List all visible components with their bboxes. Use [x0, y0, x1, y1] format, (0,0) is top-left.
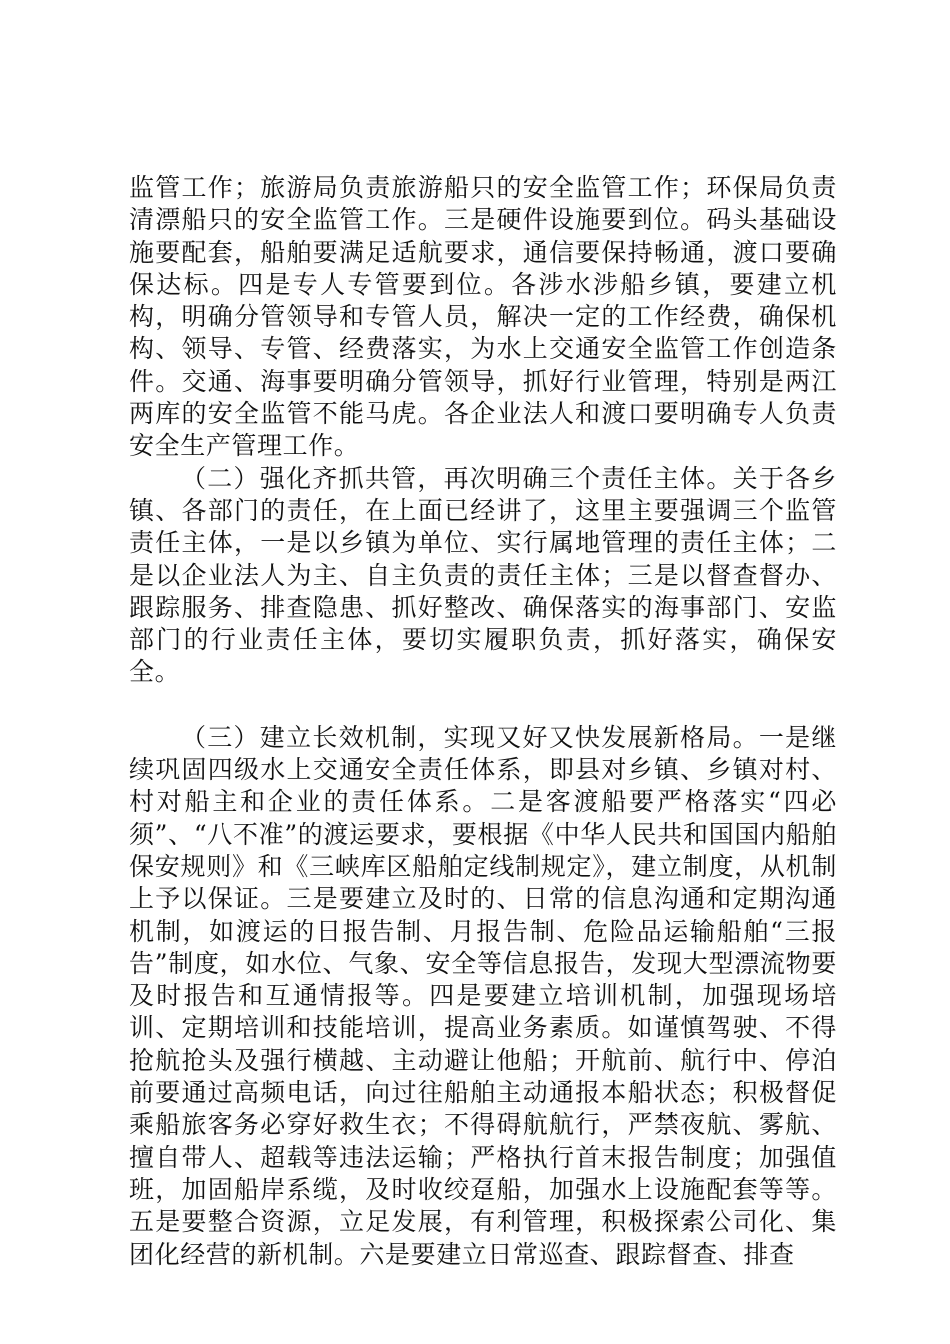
document-body	[129, 172, 837, 1271]
paragraph-section-2: （二）强化齐抓共管，再次明确三个责任主体。关于各乡镇、各部门的责任，在上面已经讲了，这里主要强调三个监管责任主体，一是以乡镇为单位、实行属地管理的责任主体；二是以企业法人为主、自主负责的责任主体；三是以督查督办、跟踪服务、排查隐患、抓好整改、确保落实的海事部门、安监部门的行业责任主体，要切实履职负责，抓好落实，确保安全。	[129, 463, 837, 687]
paragraph-continuation: 监管工作；旅游局负责旅游船只的安全监管工作；环保局负责清漂船只的安全监管工作。三是硬件设施要到位。码头基础设施要配套，船舶要满足适航要求，通信要保持畅通，渡口要确保达标。四是专人专管要到位。各涉水涉船乡镇，要建立机构，明确分管领导和专管人员，解决一定的工作经费，确保机构、领导、专管、经费落实，为水上交通安全监管工作创造条件。交通、海事要明确分管领导，抓好行业管理，特别是两江两库的安全监管不能马虎。各企业法人和渡口要明确专人负责安全生产管理工作。	[129, 173, 837, 461]
paragraph-section-3: （三）建立长效机制，实现又好又快发展新格局。一是继续巩固四级水上交通安全责任体系，即县对乡镇、乡镇对村、村对船主和企业的责任体系。二是客渡船要严格落实“四必须”、“八不准”的渡运要求，要根据《中华人民共和国国内船舶保安规则》和《三峡库区船舶定线制规定》，建立制度，从机制上予以保证。三是要建立及时的、日常的信息沟通和定期沟通机制，如渡运的日报告制、月报告制、危险品运输船舶“三报告”制度，如水位、气象、安全等信息报告，发现大型漂流物要及时报告和互通情报等。四是要建立培训机制，加强现场培训、定期培训和技能培训，提高业务素质。如谨慎驾驶、不得抢航抢头及强行横越、主动避让他船；开航前、航行中、停泊前要通过高频电话，向过往船舶主动通报本船状态；积极督促乘船旅客务必穿好救生衣；不得碍航航行，严禁夜航、雾航、擅自带人、超载等违法运输；严格执行首末报告制度；加强值班，加固船岸系缆，及时收绞趸船，加强水上设施配套等等。五是要整合资源，立足发展，有利管理，积极探索公司化、集团化经营的新机制。六是要建立日常巡查、跟踪督查、排查	[129, 722, 837, 1269]
